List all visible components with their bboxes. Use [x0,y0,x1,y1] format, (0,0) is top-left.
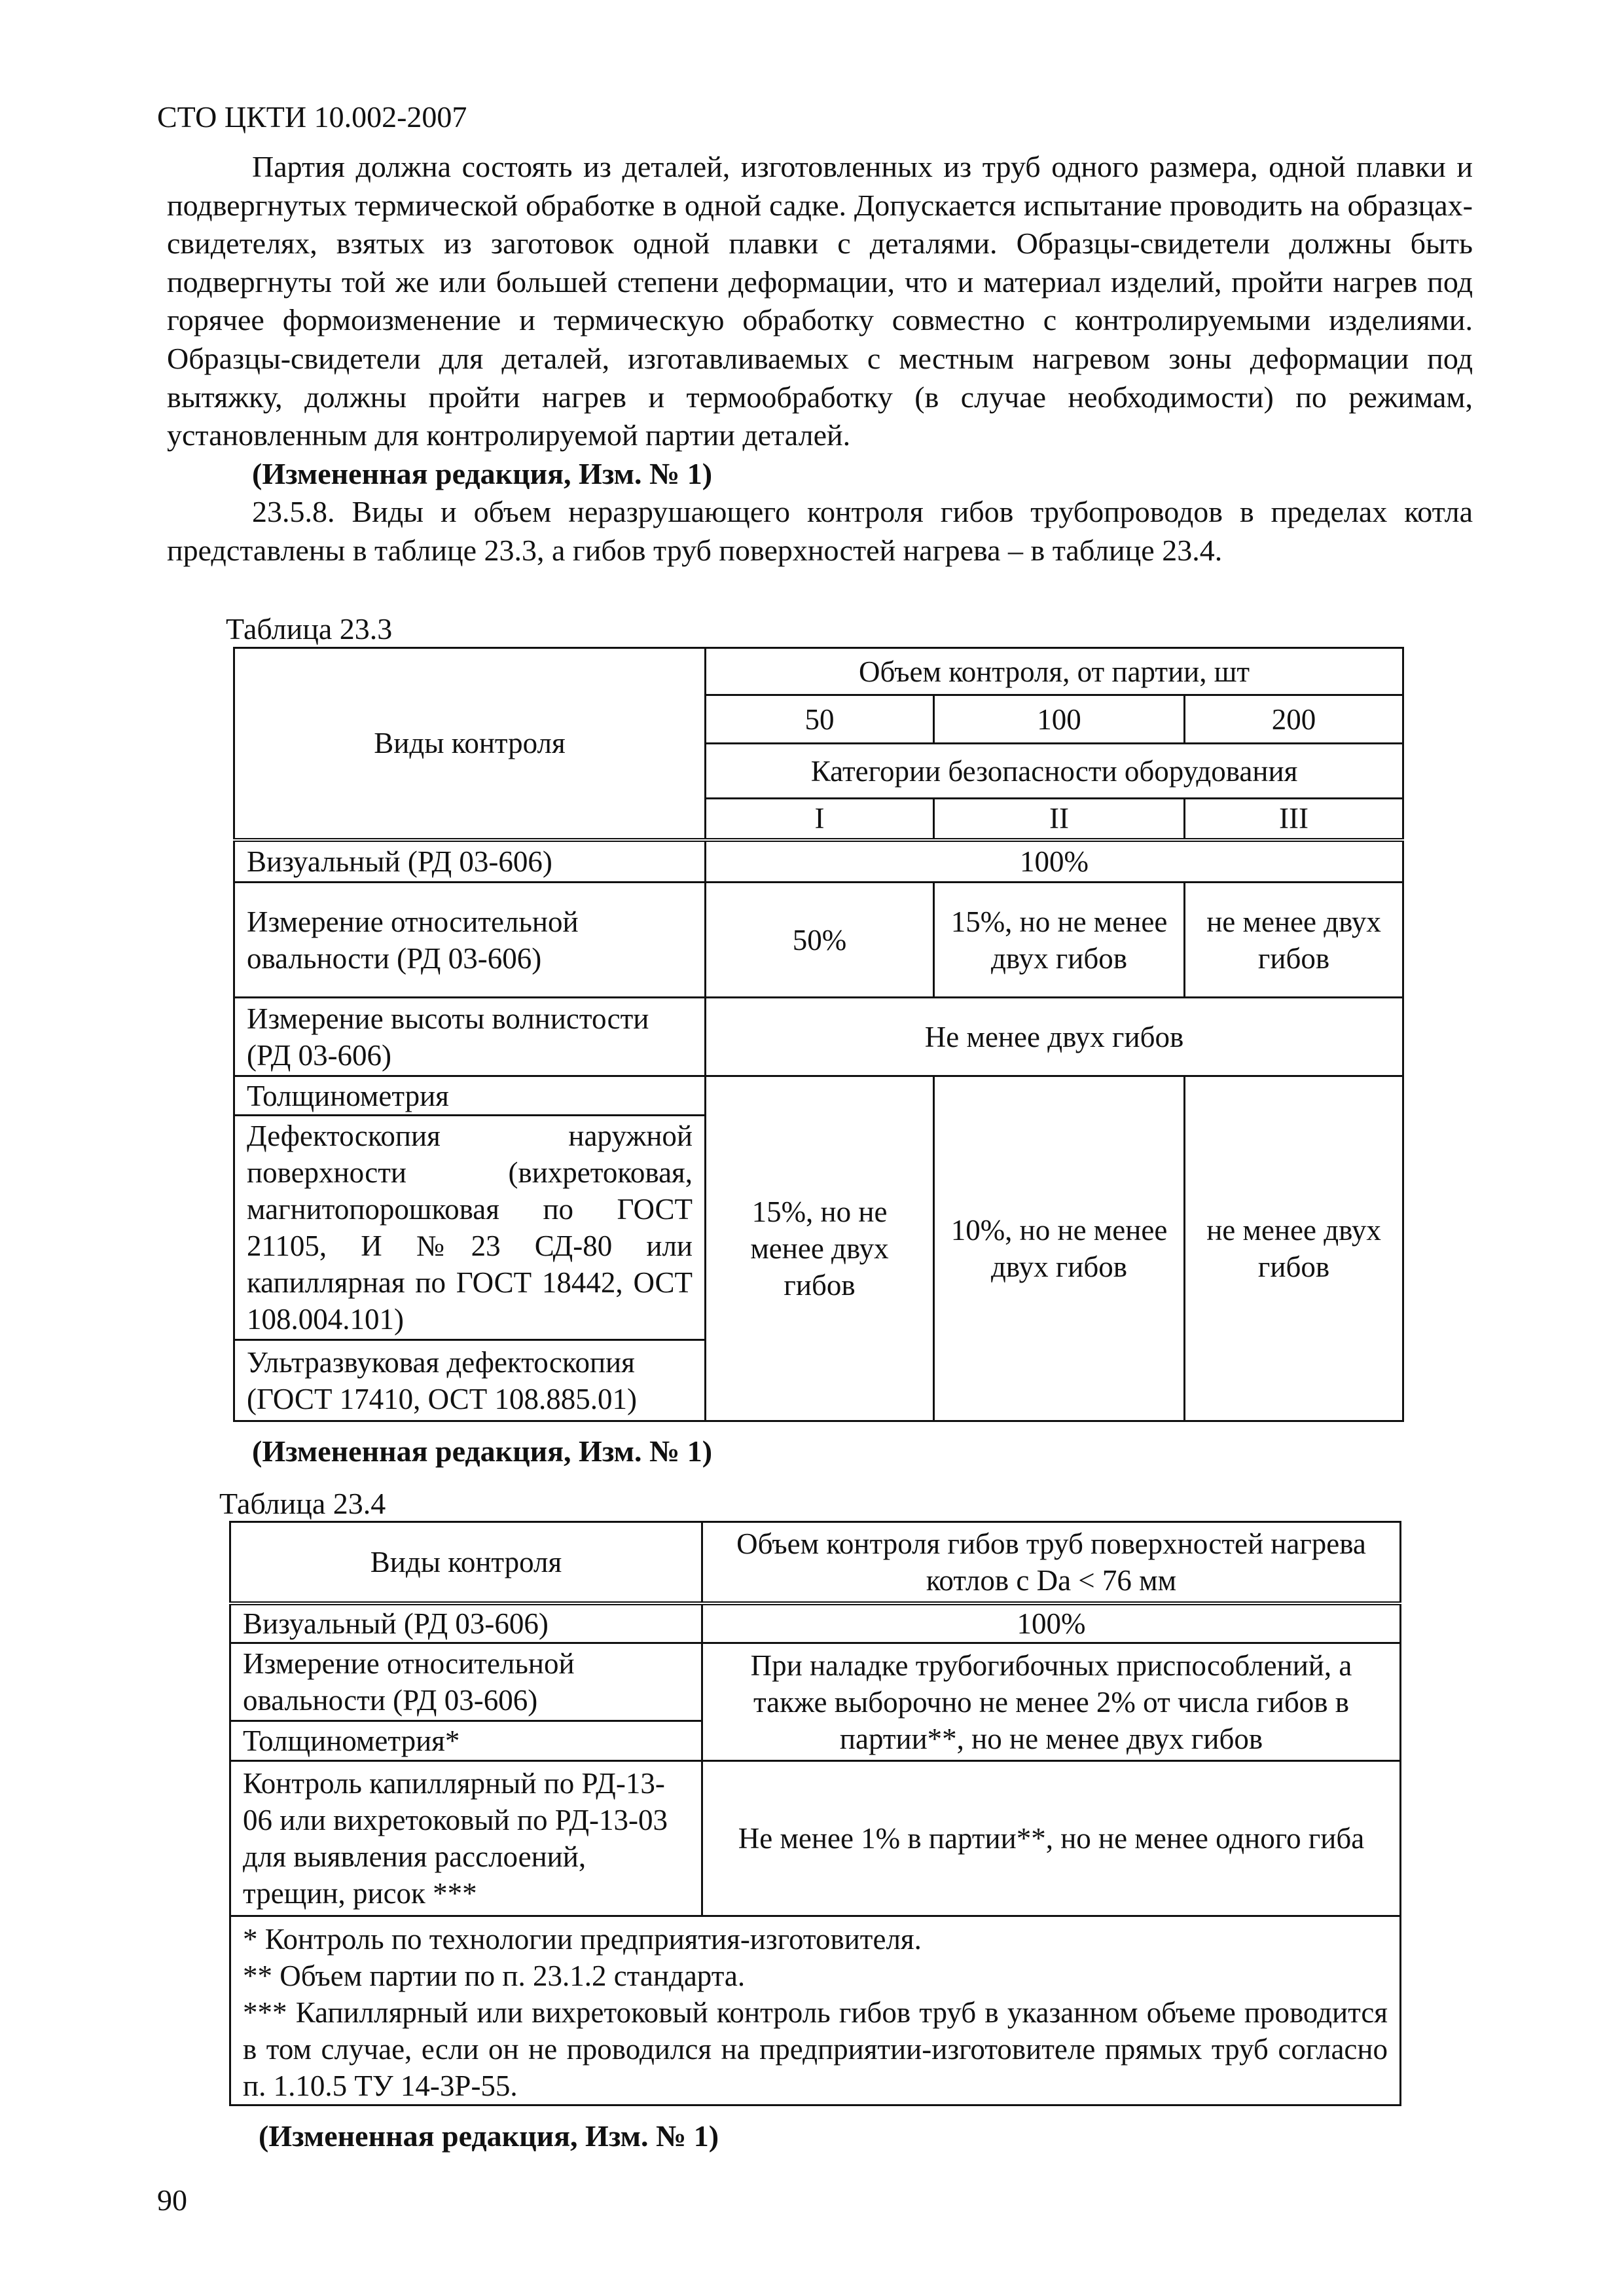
header-categories: Категории безопасности оборудования [706,744,1403,799]
header-control-types: Виды контроля [230,1522,702,1603]
amendment-note: (Измененная редакция, Изм. № 1) [252,1434,713,1468]
row-value: 100% [702,1603,1401,1643]
table-row [234,840,1403,883]
row-value: не менее двух гибов [1185,883,1403,998]
row-label: Толщинометрия [234,1076,706,1116]
amendment-note: (Измененная редакция, Изм. № 1) [259,2119,719,2153]
footnote: * Контроль по технологии предприятия-изготовителя. [243,1923,922,1956]
row-value: Не менее двух гибов [706,998,1403,1076]
footnotes [230,1916,1401,2105]
row-label: Измерение относительной овальности (РД 03-606) [230,1643,702,1721]
table-row [230,1761,1401,1916]
table-row [230,1603,1401,1643]
row-value: Не менее 1% в партии**, но не менее одного гиба [702,1761,1401,1916]
page-number: 90 [157,2183,187,2217]
footnote: ** Объем партии по п. 23.1.2 стандарта. [243,1959,746,1992]
header-control-types: Виды контроля [234,648,706,840]
row-label: Дефектоскопия наружной поверхности (вихретоковая, магнитопорошковая по ГОСТ 21105, И №23 СД-80 или капиллярная по ГОСТ 18442, ОСТ 108.004.101) [234,1116,706,1340]
table-row [234,1076,1403,1116]
paragraph-2: 23.5.8. Виды и объем неразрушающего контроля гибов трубопроводов в пределах котла представлены в таблице 23.3, а гибов труб поверхностей нагрева – в таблице 23.4. [167,495,1473,567]
table-23-3 [233,647,1404,1422]
lot-50: 50 [706,695,934,744]
row-label: Измерение относительной овальности (РД 03-606) [234,883,706,998]
table-23-4-caption: Таблица 23.4 [219,1487,386,1520]
row-label: Измерение высоты волнистости (РД 03-606) [234,998,706,1076]
header-volume: Объем контроля гибов труб поверхностей нагрева котлов с Da < 76 мм [702,1522,1401,1603]
lot-200: 200 [1185,695,1403,744]
merged-value: 10%, но не менее двух гибов [934,1076,1185,1421]
row-value: 100% [706,840,1403,883]
body-text [167,148,1473,570]
merged-value: 15%, но не менее двух гибов [706,1076,934,1421]
table-23-4 [229,1521,1401,2106]
category-1: I [706,799,934,840]
category-2: II [934,799,1185,840]
category-3: III [1185,799,1403,840]
lot-100: 100 [934,695,1185,744]
footnote: *** Капиллярный или вихретоковый контроль гибов труб в указанном объеме проводится в том случае, если он не проводился на предприятии-изготовителе прямых труб согласно п. 1.10.5 ТУ 14-3Р-55. [243,1996,1388,2102]
amendment-note: (Измененная редакция, Изм. № 1) [252,456,713,490]
table-23-3-caption: Таблица 23.3 [226,612,393,646]
row-label: Ультразвуковая дефектоскопия (ГОСТ 17410, ОСТ 108.885.01) [234,1340,706,1421]
document-header: СТО ЦКТИ 10.002-2007 [157,100,467,134]
table-row [230,1643,1401,1721]
row-label: Визуальный (РД 03-606) [234,840,706,883]
row-label: Толщинометрия* [230,1721,702,1761]
row-value: 50% [706,883,934,998]
row-label: Визуальный (РД 03-606) [230,1603,702,1643]
row-value: При наладке трубогибочных приспособлений, а также выборочно не менее 2% от числа гибов в партии**, но не менее двух гибов [702,1643,1401,1761]
row-label: Контроль капиллярный по РД-13-06 или вихретоковый по РД-13-03 для выявления расслоений, трещин, рисок *** [230,1761,702,1916]
paragraph-1: Партия должна состоять из деталей, изготовленных из труб одного размера, одной плавки и подвергнутых термической обработке в одной садке. Допускается испытание проводить на образцах-свидетелях, взятых из заготовок одной плавки с деталями. Образцы-свидетели должны быть подвергнуты той же или большей степени деформации, что и материал изделий, пройти нагрев под горячее формоизменение и термическую обработку совместно с контролируемыми изделиями. Образцы-свидетели для деталей, изготавливаемых с местным нагревом зоны деформации под вытяжку, должны пройти нагрев и термообработку (в случае необходимости) по режимам, установленным для контролируемой партии деталей. [167,150,1473,452]
row-value: 15%, но не менее двух гибов [934,883,1185,998]
table-row [234,883,1403,998]
merged-value: не менее двух гибов [1185,1076,1403,1421]
header-volume: Объем контроля, от партии, шт [706,648,1403,695]
table-row [234,998,1403,1076]
